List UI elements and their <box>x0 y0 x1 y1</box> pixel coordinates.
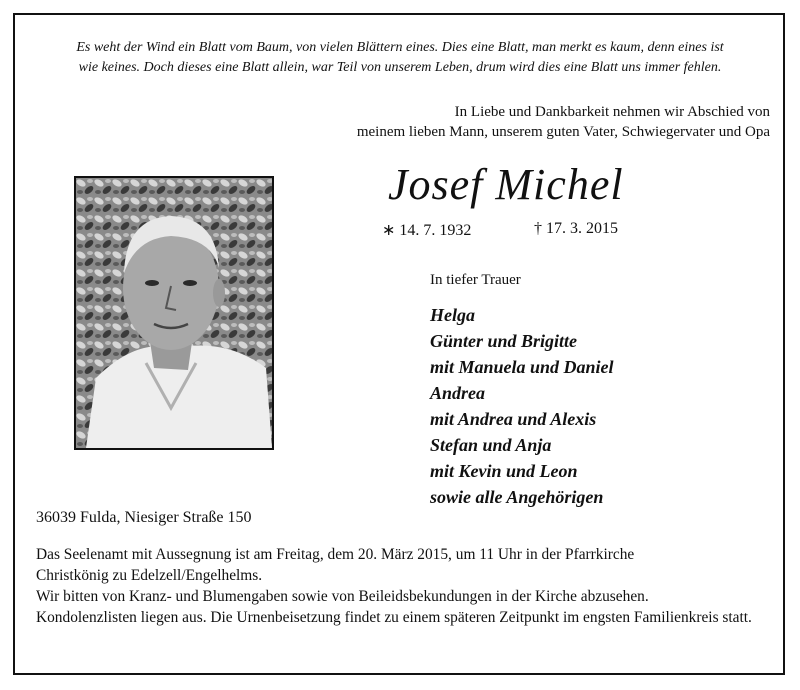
family-member: mit Manuela und Daniel <box>430 357 614 377</box>
intro-line: meinem lieben Mann, unserem guten Vater, Schwiegervater und Opa <box>356 124 770 140</box>
notice-line: Wir bitten von Kranz- und Blumengaben sowie von Beileidsbekundungen in der Kirche abzusehen. <box>36 588 649 605</box>
address: 36039 Fulda, Niesiger Straße 150 <box>36 509 252 526</box>
death-date: † 17. 3. 2015 <box>534 220 618 237</box>
intro-text <box>230 102 770 142</box>
mourning-label: In tiefer Trauer <box>430 272 521 288</box>
poem <box>30 38 770 78</box>
deceased-name: Josef Michel <box>388 160 624 209</box>
notice-line: Christkönig zu Edelzell/Engelhelms. <box>36 567 263 584</box>
family-member: mit Kevin und Leon <box>430 461 578 481</box>
intro-line: In Liebe und Dankbarkeit nehmen wir Abschied von <box>454 104 770 120</box>
portrait-photo <box>74 176 274 450</box>
notice-line: Das Seelenamt mit Aussegnung ist am Freitag, dem 20. März 2015, um 11 Uhr in der Pfarrkirche <box>36 546 635 563</box>
birth-date: ∗ 14. 7. 1932 <box>382 222 472 239</box>
family-list <box>430 302 614 510</box>
poem-line: Es weht der Wind ein Blatt vom Baum, von vielen Blättern eines. Dies eine Blatt, man merkt es kaum, denn eines ist <box>76 40 724 55</box>
family-member: sowie alle Angehörigen <box>430 487 604 507</box>
family-member: Andrea <box>430 383 486 403</box>
notice-line: Kondolenzlisten liegen aus. Die Urnenbeisetzung findet zu einem späteren Zeitpunkt im engsten Familienkreis statt. <box>36 609 752 626</box>
funeral-notice <box>36 544 766 628</box>
family-member: Helga <box>430 305 475 325</box>
portrait-photo-icon <box>76 178 272 448</box>
poem-line: wie keines. Doch dieses eine Blatt allein, war Teil von unserem Leben, drum wird dies eine Blatt uns immer fehlen. <box>78 60 722 75</box>
family-member: Stefan und Anja <box>430 435 552 455</box>
family-member: mit Andrea und Alexis <box>430 409 597 429</box>
family-member: Günter und Brigitte <box>430 331 578 351</box>
